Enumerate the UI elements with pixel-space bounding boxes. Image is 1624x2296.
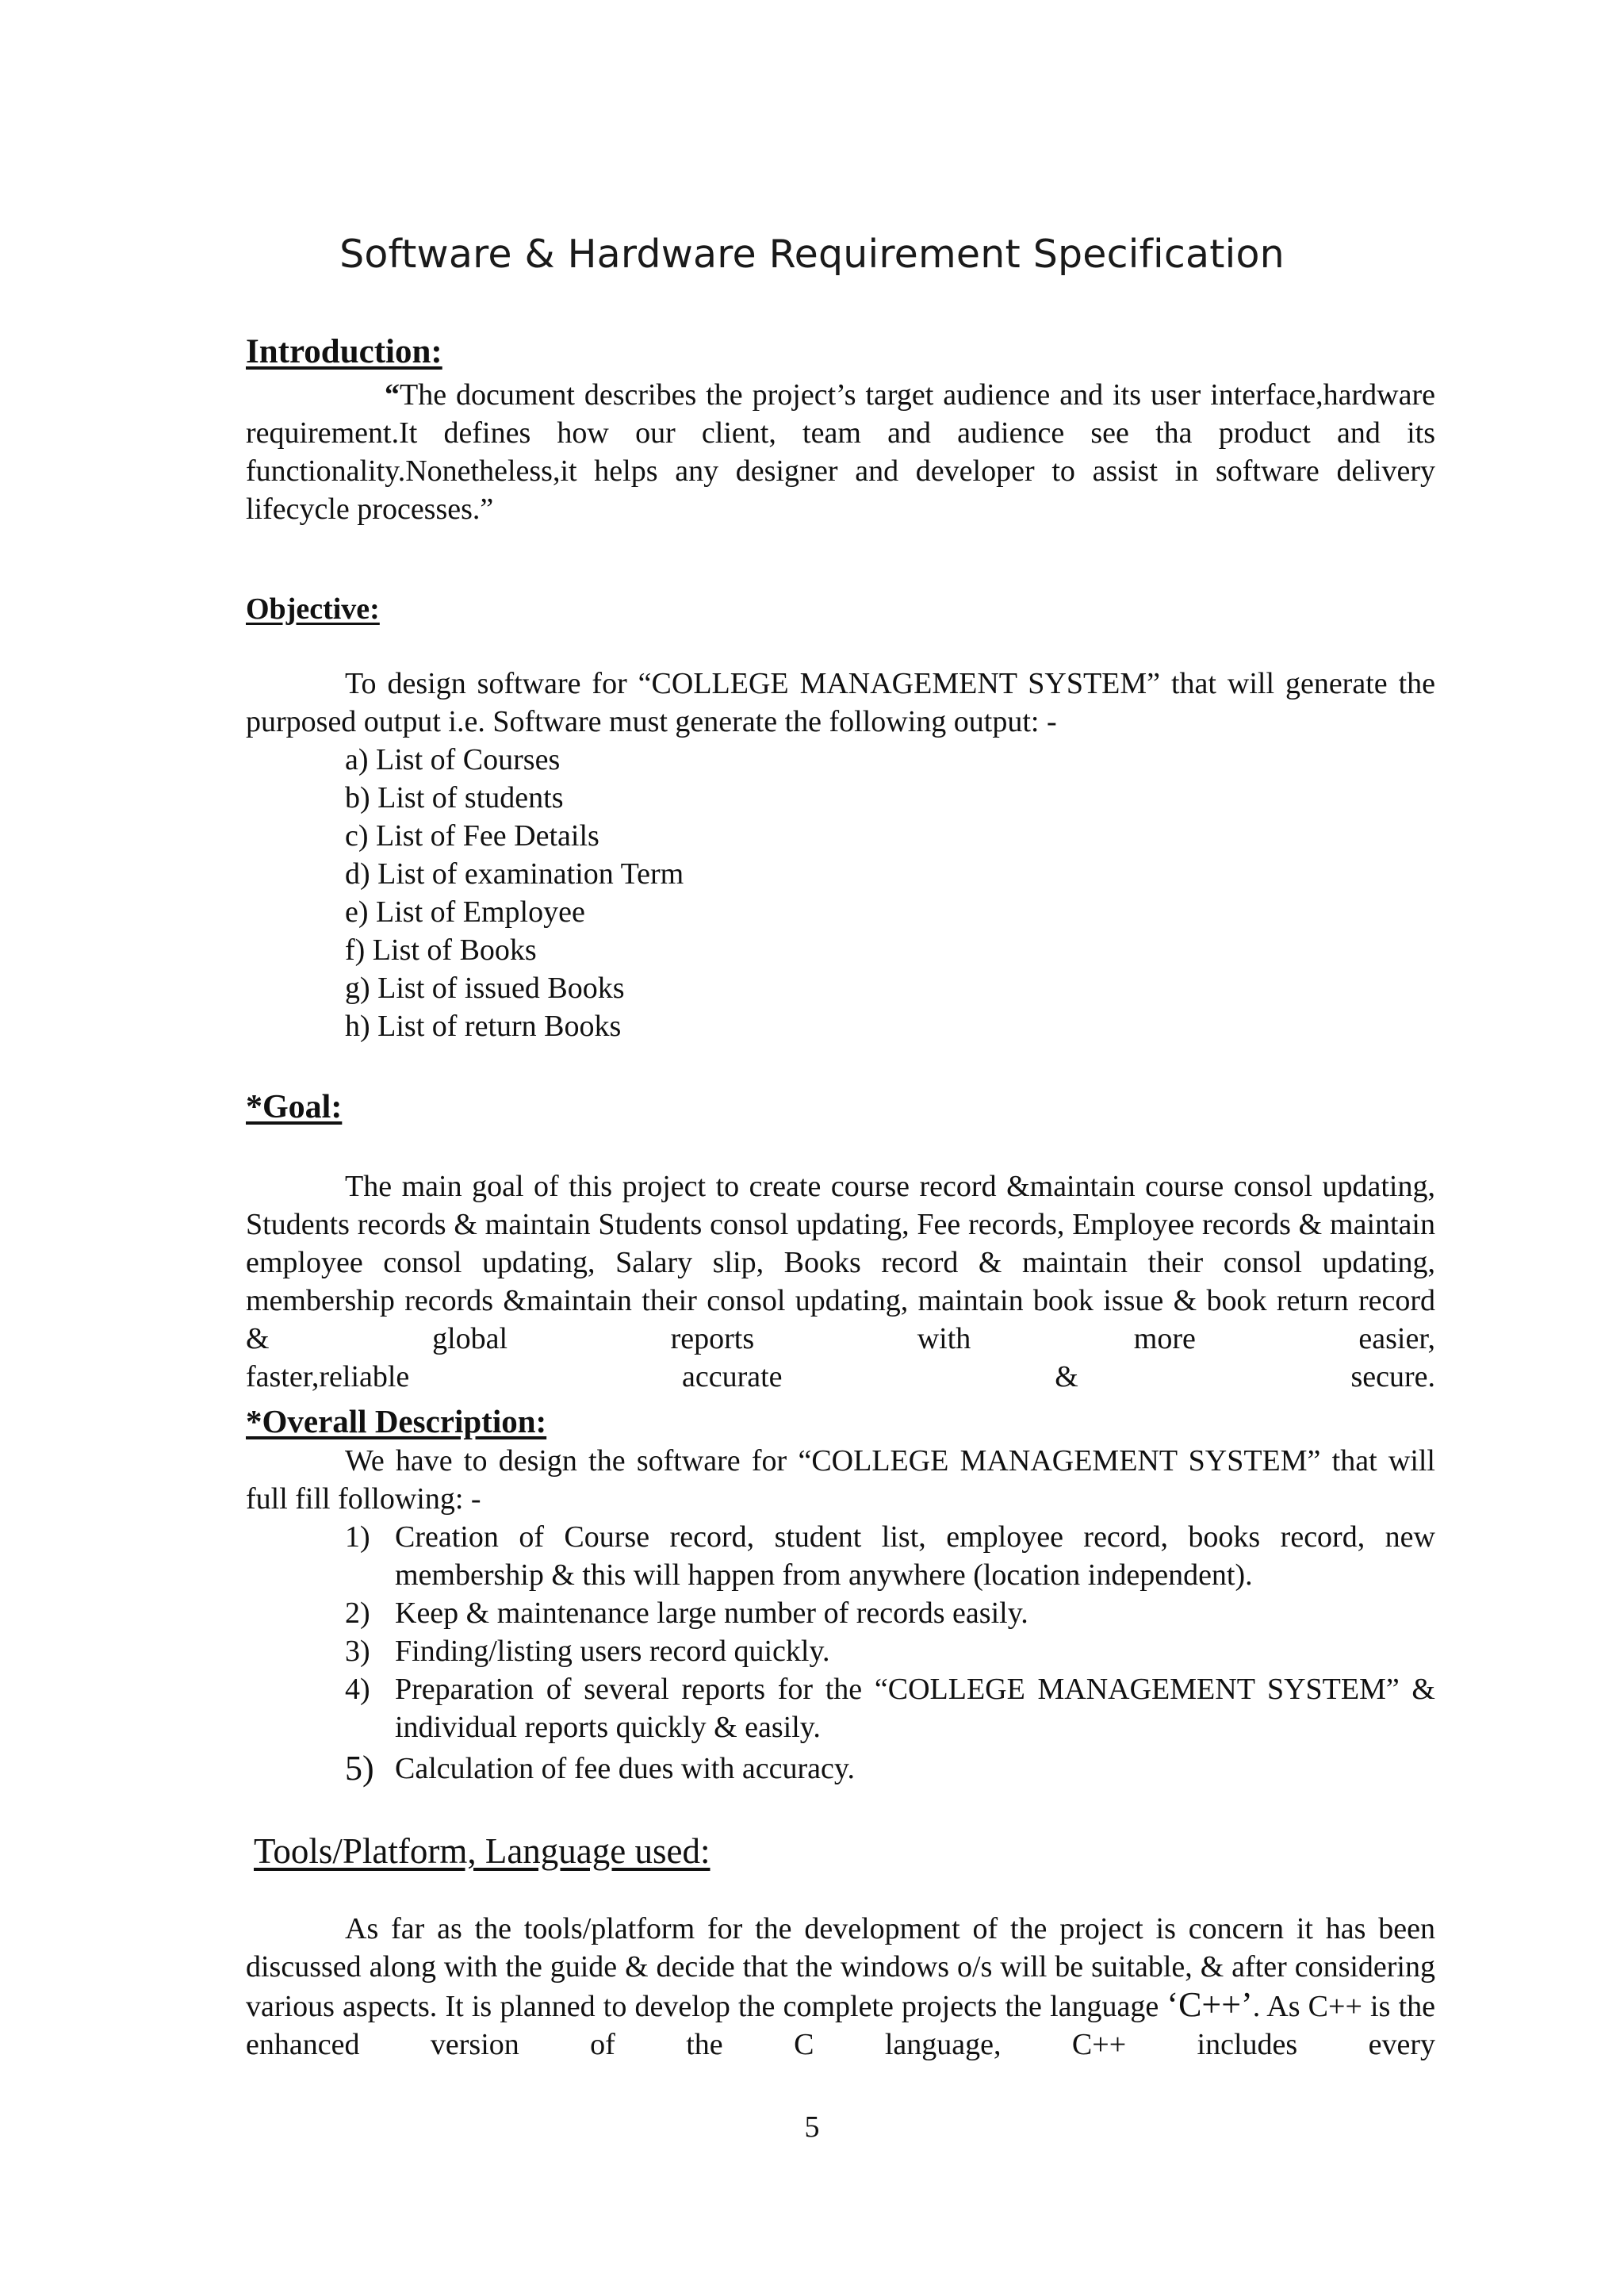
- list-item: c) List of Fee Details: [345, 819, 599, 853]
- tools-paragraph: [246, 1910, 1435, 2064]
- list-item-number: 4): [345, 1673, 370, 1706]
- tools-text-start: As far as the tools/platform for the development of the project is concern it has been discussed along with the guide & decide that the windows o/s will be suitable, & after considering various aspects. It is planned to develop the complete projects the language: [246, 1912, 1435, 2023]
- list-item-text: Finding/listing users record quickly.: [395, 1635, 830, 1668]
- list-item: h) List of return Books: [345, 1010, 622, 1043]
- introduction-quote-mark: “: [385, 378, 400, 412]
- list-item: [246, 1632, 1435, 1670]
- tools-heading: Tools/Platform, Language used:: [254, 1831, 710, 1871]
- goal-last-line: faster,reliable accurate & secure.: [246, 1360, 1435, 1393]
- list-item-number: 2): [345, 1596, 370, 1630]
- overall-description-heading: *Overall Description:: [246, 1403, 547, 1439]
- list-item: a) List of Courses: [345, 743, 561, 776]
- list-item-text: Keep & maintenance large number of records easily.: [395, 1596, 1028, 1630]
- list-item: e) List of Employee: [345, 895, 585, 929]
- objective-heading: Objective:: [246, 592, 380, 626]
- list-item-number: 5): [345, 1749, 374, 1788]
- introduction-text: The document describes the project’s target audience and its user interface,hardware requirement.It defines how our client, team and audience see tha product and its functionality.Nonetheless,it helps any designer and developer to assist in software delivery lifecycle processes.”: [246, 378, 1435, 526]
- introduction-heading: Introduction:: [246, 333, 442, 370]
- list-item-text: Creation of Course record, student list, employee record, books record, new membership & this will happen from anywhere (location independent).: [395, 1520, 1435, 1592]
- goal-heading: *Goal:: [246, 1089, 343, 1125]
- document-body: [246, 333, 1435, 2064]
- goal-paragraph: The main goal of this project to create course record &maintain course consol updating, Students records & maintain Students consol updating, Fee records, Employee records & maintain employee consol updating, Salary slip, Books record & maintain their consol updating, membership records &maintain their consol updating, maintain book issue & book return record & global reports with more easier,: [246, 1170, 1435, 1355]
- tools-text-end: . As C++ is the enhanced version of the C language, C++ includes every: [246, 1990, 1435, 2061]
- list-item: [246, 1750, 1435, 1788]
- objective-output-list: [246, 741, 1435, 1045]
- page-title: Software & Hardware Requirement Specification: [339, 232, 1285, 277]
- list-item: d) List of examination Term: [345, 857, 684, 891]
- list-item-text: Calculation of fee dues with accuracy.: [395, 1752, 855, 1785]
- list-item-text: Preparation of several reports for the “COLLEGE MANAGEMENT SYSTEM” & individual reports quickly & easily.: [395, 1673, 1435, 1744]
- overall-description-paragraph: We have to design the software for “COLLEGE MANAGEMENT SYSTEM” that will full fill following: -: [246, 1444, 1435, 1516]
- list-item: f) List of Books: [345, 933, 537, 967]
- objective-paragraph: To design software for “COLLEGE MANAGEMENT SYSTEM” that will generate the purposed output i.e. Software must generate the following output: -: [246, 667, 1435, 738]
- list-item: [246, 1594, 1435, 1632]
- list-item: [246, 1670, 1435, 1746]
- list-item: g) List of issued Books: [345, 972, 625, 1005]
- overall-requirements-list: [246, 1518, 1435, 1788]
- page-number: 5: [804, 2110, 820, 2144]
- introduction-paragraph: [246, 376, 1435, 528]
- list-item-number: 3): [345, 1635, 370, 1668]
- list-item-number: 1): [345, 1520, 370, 1554]
- list-item: [246, 1518, 1435, 1594]
- tools-language: ‘C++’: [1166, 1985, 1253, 2024]
- list-item: b) List of students: [345, 781, 564, 815]
